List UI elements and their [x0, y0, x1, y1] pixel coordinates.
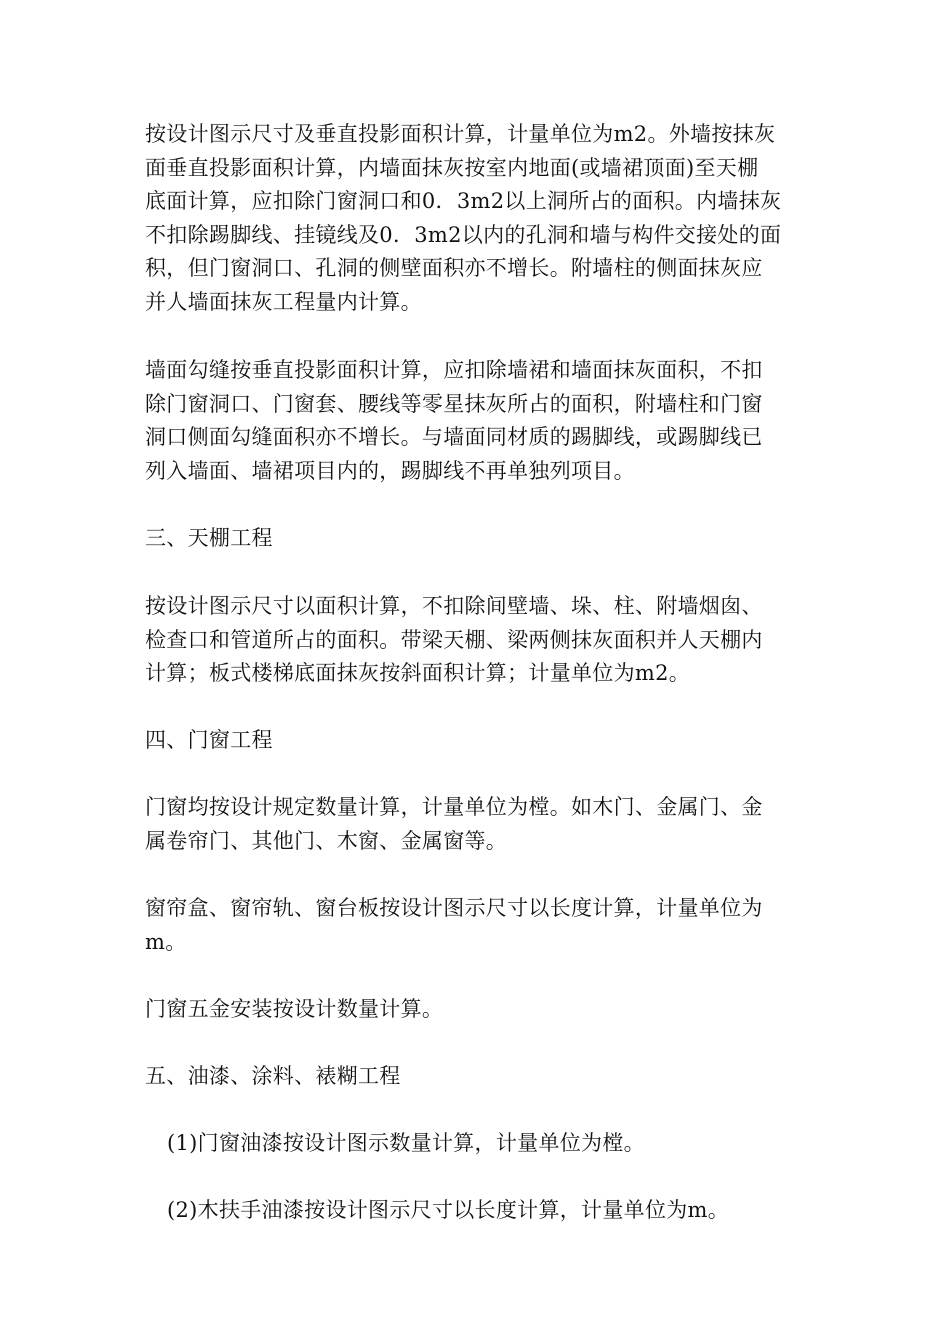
paragraph-hardware — [145, 993, 805, 1027]
text-line: 洞口侧面勾缝面积亦不增长。与墙面同材质的踢脚线，或踢脚线已 — [145, 425, 763, 449]
text-line: 窗帘盒、窗帘轨、窗台板按设计图示尺寸以长度计算，计量单位为 — [145, 896, 763, 920]
text-line: 按设计图示尺寸以面积计算，不扣除间壁墙、垛、柱、附墙烟囱、 — [145, 594, 763, 618]
text-line: 门窗五金安装按设计数量计算。 — [145, 997, 444, 1021]
text-line: 门窗均按设计规定数量计算，计量单位为樘。如木门、金属门、金 — [145, 795, 763, 819]
paragraph-wall-pointing — [145, 354, 805, 488]
heading-text: 五、油漆、涂料、裱糊工程 — [145, 1064, 401, 1088]
text-line: 计算；板式楼梯底面抹灰按斜面积计算；计量单位为m2。 — [145, 661, 691, 685]
text-line: 属卷帘门、其他门、木窗、金属窗等。 — [145, 828, 508, 853]
text-line: 除门窗洞口、门窗套、腰线等零星抹灰所占的面积，附墙柱和门窗 — [145, 391, 763, 416]
text-line: (1)门窗油漆按设计图示数量计算，计量单位为樘。 — [167, 1131, 645, 1155]
paragraph-curtain-box — [145, 892, 805, 959]
text-line: 墙面勾缝按垂直投影面积计算，应扣除墙裙和墙面抹灰面积，不扣 — [145, 358, 763, 382]
text-line: 检查口和管道所占的面积。带梁天棚、梁两侧抹灰面积并人天棚内 — [145, 627, 763, 652]
heading-text: 三、天棚工程 — [145, 526, 273, 550]
heading-text: 四、门窗工程 — [145, 728, 273, 752]
text-line: 面垂直投影面积计算，内墙面抹灰按室内地面(或墙裙顶面)至天棚 — [145, 155, 759, 180]
text-line: 底面计算，应扣除门窗洞口和0．3m2以上洞所占的面积。内墙抹灰 — [145, 189, 782, 213]
paragraph-wall-plaster — [145, 118, 805, 319]
paragraph-ceiling — [145, 590, 805, 691]
text-line: 并人墙面抹灰工程量内计算。 — [145, 289, 422, 314]
section-heading-paint — [145, 1060, 805, 1094]
text-line: 按设计图示尺寸及垂直投影面积计算，计量单位为m2。外墙按抹灰 — [145, 122, 776, 146]
text-line: 不扣除踢脚线、挂镜线及0．3m2以内的孔洞和墙与构件交接处的面 — [145, 222, 782, 247]
section-heading-ceiling — [145, 522, 805, 556]
text-line: 列入墙面、墙裙项目内的，踢脚线不再单独列项目。 — [145, 458, 635, 483]
text-line: 积，但门窗洞口、孔洞的侧壁面积亦不增长。附墙柱的侧面抹灰应 — [145, 256, 763, 280]
list-item-door-paint — [167, 1127, 827, 1161]
text-line: m。 — [145, 929, 187, 954]
list-item-handrail-paint — [167, 1194, 827, 1228]
paragraph-doors-windows — [145, 791, 805, 858]
text-line: (2)木扶手油漆按设计图示尺寸以长度计算，计量单位为m。 — [167, 1198, 730, 1222]
section-heading-doors-windows — [145, 724, 805, 758]
